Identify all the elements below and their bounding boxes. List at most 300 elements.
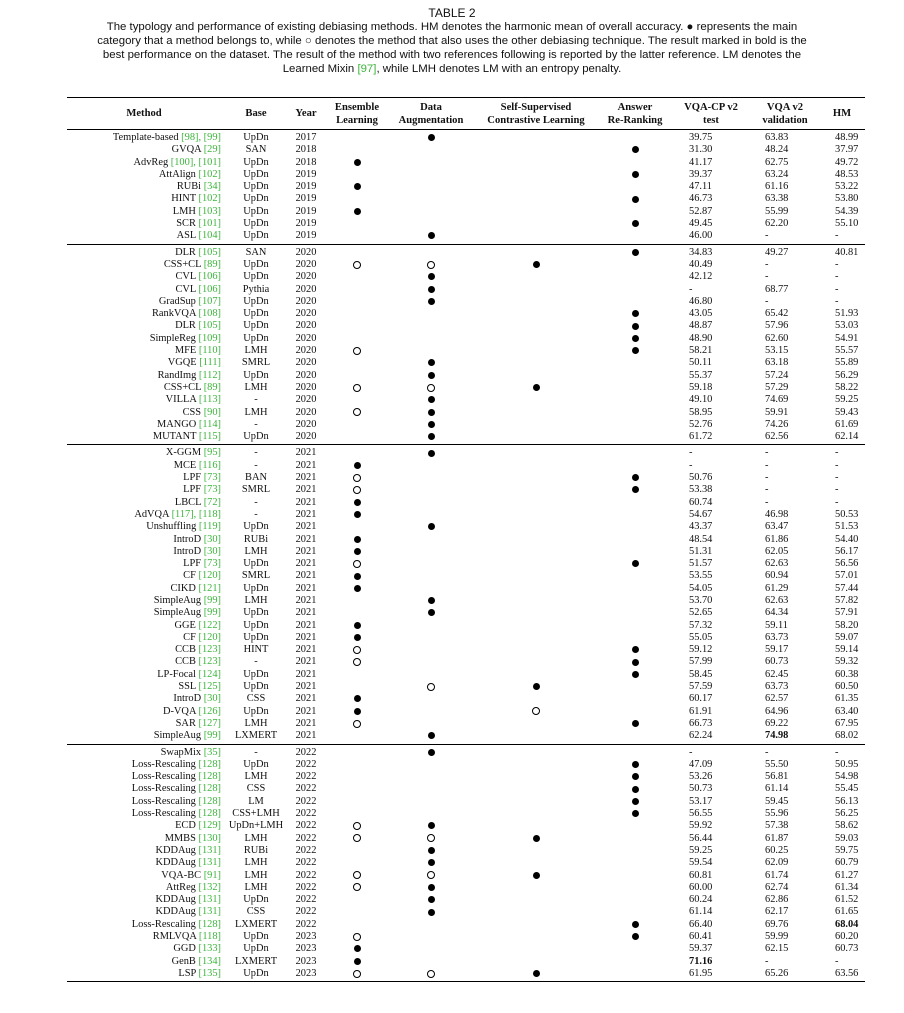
citation-link[interactable]: [125]: [198, 681, 221, 693]
ensemble-learning-cell: [325, 771, 389, 783]
hm-cell: 60.73: [835, 943, 859, 955]
year-cell: 2023: [295, 955, 317, 967]
base-cell: LMH: [244, 717, 268, 729]
citation-link[interactable]: [128]: [198, 808, 221, 820]
year-cell: 2022: [295, 918, 317, 930]
method-cell: [67, 644, 225, 656]
vqa-cp-v2-cell: 53.17: [689, 795, 713, 807]
method-name: IntroD: [173, 533, 202, 545]
data-augmentation-cell: [389, 370, 473, 382]
base-cell: -: [254, 418, 258, 430]
ensemble-learning-cell: [325, 193, 389, 205]
self-supervised-cell: [473, 357, 599, 369]
citation-link[interactable]: [108]: [198, 308, 221, 320]
vqa-v2-cell: 74.69: [765, 394, 789, 406]
base-cell: UpDn: [243, 431, 269, 443]
filled-circle-icon: [632, 761, 639, 768]
table-row: [67, 130, 865, 145]
citation-link[interactable]: [128]: [198, 918, 221, 930]
answer-reranking-cell: [599, 431, 671, 445]
citation-link[interactable]: [105]: [198, 246, 221, 258]
vqa-v2-cell: 69.76: [765, 918, 789, 930]
vqa-cp-v2-cell: 66.40: [689, 918, 713, 930]
vqa-cp-v2-cell: 56.55: [689, 808, 713, 820]
self-supervised-cell: [473, 130, 599, 145]
method-name: Loss-Rescaling: [131, 808, 196, 820]
answer-reranking-cell: [599, 870, 671, 882]
vqa-cp-v2-cell: 39.37: [689, 168, 713, 180]
vqa-cp-v2-cell: 46.80: [689, 295, 713, 307]
self-supervised-cell: [473, 484, 599, 496]
ensemble-learning-cell: [325, 718, 389, 730]
year-cell: 2023: [295, 943, 317, 955]
base-cell: UpDn: [243, 218, 269, 230]
citation-link[interactable]: [131]: [198, 844, 221, 856]
ensemble-learning-cell: [325, 497, 389, 509]
method-name: GVQA: [171, 144, 202, 156]
ensemble-learning-cell: [325, 583, 389, 595]
method-name: VILLA: [165, 394, 197, 406]
filled-circle-icon: [632, 720, 639, 727]
vqa-v2-cell: 57.38: [765, 820, 789, 832]
base-cell: UpDn: [243, 668, 269, 680]
vqa-v2-cell: 62.63: [765, 558, 789, 570]
method-cell: [67, 394, 225, 406]
header-vqa-cp-v2: VQA-CP v2 test: [684, 101, 738, 126]
method-name: GGE: [174, 619, 196, 631]
citation-link[interactable]: [106]: [198, 271, 221, 283]
citation-link[interactable]: [133]: [198, 943, 221, 955]
citation-link[interactable]: [72]: [203, 496, 221, 508]
year-cell: 2020: [295, 345, 317, 357]
self-supervised-cell: [473, 796, 599, 808]
data-augmentation-cell: [389, 906, 473, 918]
method-name: CSS+CL: [163, 381, 202, 393]
data-augmentation-cell: [389, 169, 473, 181]
ensemble-learning-cell: [325, 620, 389, 632]
citation-link[interactable]: [117], [118]: [171, 508, 221, 520]
year-cell: 2023: [295, 967, 317, 979]
year-cell: 2022: [295, 881, 317, 893]
citation-link[interactable]: [134]: [198, 955, 221, 967]
citation-link[interactable]: [112]: [198, 369, 221, 381]
data-augmentation-cell: [389, 693, 473, 705]
year-cell: 2020: [295, 295, 317, 307]
self-supervised-cell: [473, 919, 599, 931]
table-row: [67, 632, 865, 644]
hollow-circle-icon: [353, 261, 361, 269]
ensemble-learning-cell: [325, 796, 389, 808]
ensemble-learning-cell: [325, 644, 389, 656]
filled-circle-icon: [632, 659, 639, 666]
citation-link[interactable]: [30]: [203, 693, 221, 705]
citation-link[interactable]: [109]: [198, 332, 221, 344]
citation-link[interactable]: [35]: [203, 746, 221, 758]
answer-reranking-cell: [599, 808, 671, 820]
base-cell: RUBi: [243, 533, 269, 545]
ensemble-learning-cell: [325, 833, 389, 845]
table-row: [67, 460, 865, 472]
method-name: RUBi: [176, 181, 202, 193]
method-name: RankVQA: [152, 308, 196, 320]
vqa-v2-cell: 68.77: [765, 283, 789, 295]
citation-link[interactable]: [73]: [203, 484, 221, 496]
citation-link[interactable]: [101]: [198, 218, 221, 230]
vqa-cp-v2-cell: 48.90: [689, 332, 713, 344]
filled-circle-icon: [354, 634, 361, 641]
base-cell: UpDn: [243, 320, 269, 332]
answer-reranking-cell: [599, 730, 671, 744]
self-supervised-cell: [473, 271, 599, 283]
method-cell: [67, 144, 225, 156]
citation-link[interactable]: [111]: [199, 357, 221, 369]
filled-circle-icon: [428, 273, 435, 280]
citation-link[interactable]: [128]: [198, 758, 221, 770]
filled-circle-icon: [632, 646, 639, 653]
method-name: KDDAug: [155, 857, 196, 869]
ensemble-learning-cell: [325, 382, 389, 394]
method-name: AdVQA: [134, 508, 169, 520]
hm-cell: 40.81: [835, 246, 859, 258]
method-name: SimpleAug: [153, 594, 202, 606]
citation-link[interactable]: [105]: [198, 320, 221, 332]
base-cell: Pythia: [242, 283, 270, 295]
ensemble-learning-cell: [325, 206, 389, 218]
vqa-v2-cell: 57.96: [765, 320, 789, 332]
table-row: [67, 382, 865, 394]
data-augmentation-cell: [389, 669, 473, 681]
citation-link[interactable]: [121]: [198, 582, 221, 594]
year-cell: 2022: [295, 906, 317, 918]
year-cell: 2020: [295, 308, 317, 320]
hm-cell: 49.72: [835, 156, 859, 168]
hollow-circle-icon: [353, 384, 361, 392]
hm-cell: 54.40: [835, 533, 859, 545]
hm-cell: 58.62: [835, 820, 859, 832]
base-cell: HINT: [243, 644, 269, 656]
citation-link[interactable]: [123]: [198, 644, 221, 656]
data-augmentation-cell: [389, 144, 473, 156]
vqa-v2-cell: 62.57: [765, 693, 789, 705]
self-supervised-cell: [473, 607, 599, 619]
hollow-circle-icon: [427, 384, 435, 392]
year-cell: 2020: [295, 369, 317, 381]
self-supervised-cell: [473, 681, 599, 693]
filled-circle-icon: [428, 396, 435, 403]
data-augmentation-cell: [389, 771, 473, 783]
citation-link[interactable]: [132]: [198, 881, 221, 893]
method-name: SAR: [175, 717, 196, 729]
vqa-cp-v2-cell: 52.76: [689, 418, 713, 430]
hm-cell: 54.39: [835, 205, 859, 217]
self-supervised-cell: [473, 644, 599, 656]
vqa-cp-v2-cell: 49.45: [689, 218, 713, 230]
vqa-v2-cell: 64.96: [765, 705, 789, 717]
data-augmentation-cell: [389, 796, 473, 808]
vqa-v2-cell: 62.75: [765, 156, 789, 168]
citation-link[interactable]: [128]: [198, 783, 221, 795]
method-cell: [67, 771, 225, 783]
caption-reference[interactable]: [97]: [357, 63, 377, 75]
ensemble-learning-cell: [325, 656, 389, 668]
citation-link[interactable]: [89]: [203, 381, 221, 393]
year-cell: 2021: [295, 644, 317, 656]
method-name: Loss-Rescaling: [131, 795, 196, 807]
citation-link[interactable]: [135]: [198, 967, 221, 979]
header-self-supervised: Self-Supervised Contrastive Learning: [487, 101, 585, 126]
filled-circle-icon: [428, 822, 435, 829]
citation-link[interactable]: [98], [99]: [181, 132, 221, 143]
citation-link[interactable]: [99]: [203, 730, 221, 742]
self-supervised-cell: [473, 157, 599, 169]
method-name: SimpleReg: [149, 332, 196, 344]
hm-cell: 55.89: [835, 357, 859, 369]
vqa-v2-cell: 63.47: [765, 521, 789, 533]
method-cell: [67, 206, 225, 218]
self-supervised-cell: [473, 693, 599, 705]
vqa-v2-cell: -: [765, 295, 769, 307]
base-cell: LMH: [244, 771, 268, 783]
method-cell: [67, 718, 225, 730]
table-row: [67, 808, 865, 820]
method-cell: [67, 130, 225, 145]
method-name: SSL: [178, 681, 196, 693]
filled-circle-icon: [428, 359, 435, 366]
table-row: [67, 783, 865, 795]
vqa-v2-cell: 57.24: [765, 369, 789, 381]
citation-link[interactable]: [99]: [203, 594, 221, 606]
answer-reranking-cell: [599, 357, 671, 369]
method-name: DLR: [175, 320, 196, 332]
answer-reranking-cell: [599, 181, 671, 193]
answer-reranking-cell: [599, 595, 671, 607]
data-augmentation-cell: [389, 284, 473, 296]
citation-link[interactable]: [128]: [198, 771, 221, 783]
method-name: CF: [183, 631, 196, 643]
citation-link[interactable]: [114]: [198, 418, 221, 430]
method-name: D-VQA: [162, 705, 196, 717]
ensemble-learning-cell: [325, 308, 389, 320]
table-row: [67, 394, 865, 406]
data-augmentation-cell: [389, 333, 473, 345]
citation-link[interactable]: [120]: [198, 631, 221, 643]
hm-cell: 37.97: [835, 144, 859, 156]
answer-reranking-cell: [599, 244, 671, 259]
method-cell: [67, 620, 225, 632]
data-augmentation-cell: [389, 833, 473, 845]
citation-link[interactable]: [131]: [198, 894, 221, 906]
data-augmentation-cell: [389, 308, 473, 320]
data-augmentation-cell: [389, 656, 473, 668]
citation-link[interactable]: [118]: [198, 931, 221, 942]
method-name: CSS: [182, 406, 202, 418]
citation-link[interactable]: [29]: [203, 144, 221, 156]
table-row: [67, 943, 865, 955]
method-name: MMBS: [164, 832, 196, 844]
hm-cell: 54.91: [835, 332, 859, 344]
ensemble-learning-cell: [325, 345, 389, 357]
vqa-v2-cell: 69.22: [765, 717, 789, 729]
citation-link[interactable]: [73]: [203, 558, 221, 570]
method-cell: [67, 583, 225, 595]
table-row: [67, 706, 865, 718]
base-cell: UpDn: [243, 332, 269, 344]
method-name: LBCL: [174, 496, 202, 508]
method-cell: [67, 382, 225, 394]
vqa-v2-cell: 55.50: [765, 758, 789, 770]
method-name: MFE: [174, 345, 197, 357]
method-name: SimpleAug: [153, 607, 202, 619]
ensemble-learning-cell: [325, 558, 389, 570]
data-augmentation-cell: [389, 718, 473, 730]
self-supervised-cell: [473, 882, 599, 894]
citation-link[interactable]: [129]: [198, 820, 221, 832]
vqa-cp-v2-cell: 43.05: [689, 308, 713, 320]
citation-link[interactable]: [90]: [203, 406, 221, 418]
self-supervised-cell: [473, 407, 599, 419]
citation-link[interactable]: [107]: [198, 295, 221, 307]
year-cell: 2022: [295, 808, 317, 820]
citation-link[interactable]: [99]: [203, 607, 221, 619]
citation-link[interactable]: [115]: [198, 431, 221, 443]
answer-reranking-cell: [599, 882, 671, 894]
answer-reranking-cell: [599, 693, 671, 705]
citation-link[interactable]: [126]: [198, 705, 221, 717]
method-name: SimpleAug: [153, 730, 202, 742]
citation-link[interactable]: [113]: [198, 394, 221, 406]
filled-circle-icon: [428, 896, 435, 903]
citation-link[interactable]: [102]: [198, 193, 221, 205]
year-cell: 2019: [295, 193, 317, 205]
filled-circle-icon: [632, 921, 639, 928]
filled-circle-icon: [428, 732, 435, 739]
method-name: ECD: [175, 820, 196, 832]
citation-link[interactable]: [30]: [203, 533, 221, 545]
vqa-cp-v2-cell: 41.17: [689, 156, 713, 168]
data-augmentation-cell: [389, 820, 473, 832]
citation-link[interactable]: [120]: [198, 570, 221, 582]
vqa-cp-v2-cell: 46.00: [689, 230, 713, 242]
answer-reranking-cell: [599, 534, 671, 546]
self-supervised-cell: [473, 583, 599, 595]
self-supervised-cell: [473, 333, 599, 345]
filled-circle-icon: [533, 261, 540, 268]
citation-link[interactable]: [128]: [198, 795, 221, 807]
method-cell: [67, 244, 225, 259]
method-name: IntroD: [173, 693, 202, 705]
hm-cell: 50.95: [835, 758, 859, 770]
method-cell: [67, 730, 225, 744]
hm-cell: 61.35: [835, 693, 859, 705]
answer-reranking-cell: [599, 943, 671, 955]
method-name: AttAlign: [158, 168, 196, 180]
header-ensemble-learning: Ensemble Learning: [334, 101, 380, 126]
citation-link[interactable]: [106]: [198, 283, 221, 295]
vqa-v2-cell: 59.11: [765, 619, 788, 631]
citation-link[interactable]: [100], [101]: [170, 156, 221, 168]
base-cell: UpDn: [243, 193, 269, 205]
citation-link[interactable]: [102]: [198, 168, 221, 180]
vqa-v2-cell: 61.74: [765, 869, 789, 881]
vqa-cp-v2-cell: 40.49: [689, 258, 713, 270]
citation-link[interactable]: [131]: [198, 906, 221, 918]
table-row: [67, 620, 865, 632]
method-cell: [67, 968, 225, 982]
answer-reranking-cell: [599, 796, 671, 808]
year-cell: 2021: [295, 656, 317, 668]
citation-link[interactable]: [89]: [203, 258, 221, 270]
citation-link[interactable]: [127]: [198, 717, 221, 729]
citation-link[interactable]: [122]: [198, 619, 221, 631]
self-supervised-cell: [473, 497, 599, 509]
ensemble-learning-cell: [325, 521, 389, 533]
vqa-v2-cell: 60.73: [765, 656, 789, 668]
filled-circle-icon: [354, 622, 361, 629]
ensemble-learning-cell: [325, 333, 389, 345]
citation-link[interactable]: [91]: [203, 869, 221, 881]
self-supervised-cell: [473, 445, 599, 460]
data-augmentation-cell: [389, 744, 473, 759]
vqa-cp-v2-cell: 53.38: [689, 484, 713, 496]
year-cell: 2018: [295, 144, 317, 156]
vqa-v2-cell: 62.74: [765, 881, 789, 893]
hm-cell: 59.03: [835, 832, 859, 844]
citation-link[interactable]: [73]: [203, 472, 221, 484]
year-cell: 2022: [295, 869, 317, 881]
citation-link[interactable]: [95]: [203, 447, 221, 459]
method-cell: [67, 656, 225, 668]
citation-link[interactable]: [124]: [198, 668, 221, 680]
citation-link[interactable]: [103]: [198, 205, 221, 217]
vqa-v2-cell: 64.34: [765, 607, 789, 619]
citation-link[interactable]: [116]: [198, 459, 221, 471]
year-cell: 2020: [295, 271, 317, 283]
data-augmentation-cell: [389, 230, 473, 244]
citation-link[interactable]: [123]: [198, 656, 221, 668]
citation-link[interactable]: [30]: [203, 545, 221, 557]
method-name: MCE: [173, 459, 197, 471]
base-cell: SMRL: [241, 570, 271, 582]
citation-link[interactable]: [34]: [203, 181, 221, 193]
citation-link[interactable]: [130]: [198, 832, 221, 844]
ensemble-learning-cell: [325, 157, 389, 169]
hollow-circle-icon: [427, 683, 435, 691]
hm-cell: 61.52: [835, 894, 859, 906]
table-row: [67, 744, 865, 759]
method-name: GenB: [171, 955, 196, 967]
answer-reranking-cell: [599, 956, 671, 968]
method-name: Loss-Rescaling: [131, 783, 196, 795]
hollow-circle-icon: [353, 486, 361, 494]
citation-link[interactable]: [110]: [198, 345, 221, 357]
vqa-cp-v2-cell: 66.73: [689, 717, 713, 729]
base-cell: UpDn: [243, 132, 269, 143]
vqa-cp-v2-cell: 50.11: [689, 357, 712, 369]
citation-link[interactable]: [131]: [198, 857, 221, 869]
ensemble-learning-cell: [325, 744, 389, 759]
vqa-v2-cell: 62.60: [765, 332, 789, 344]
citation-link[interactable]: [119]: [198, 521, 221, 533]
vqa-cp-v2-cell: 71.16: [689, 955, 713, 967]
hm-cell: 59.07: [835, 631, 859, 643]
citation-link[interactable]: [104]: [198, 230, 221, 242]
caption-line-3: best performance on the dataset. The result of the method with two references following is reported by the latter reference. LM denotes the: [102, 49, 802, 61]
base-cell: CSS: [246, 783, 266, 795]
table-row: [67, 906, 865, 918]
filled-circle-icon: [354, 548, 361, 555]
method-name: KDDAug: [155, 906, 196, 918]
table-row: [67, 144, 865, 156]
